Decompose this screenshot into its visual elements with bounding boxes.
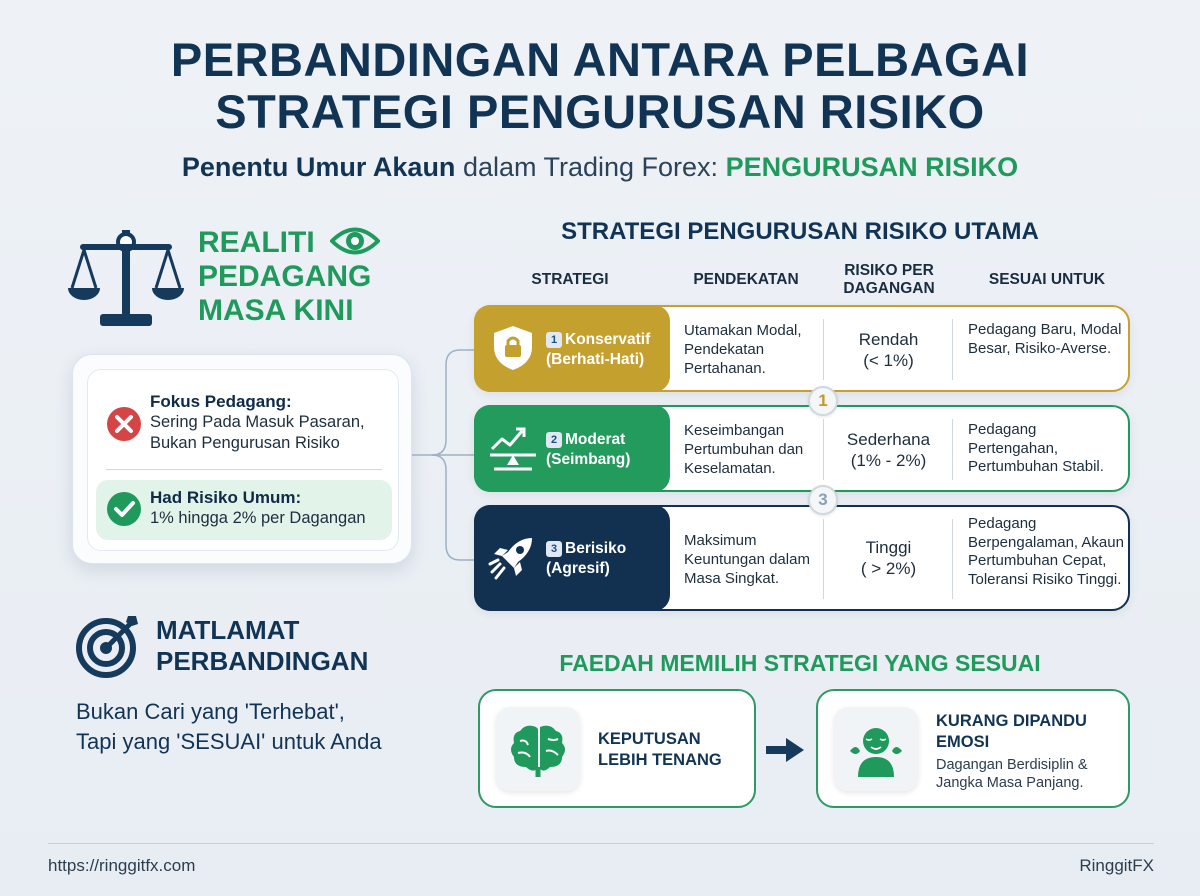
header-strategy: STRATEGI <box>531 271 609 288</box>
title-line-2: STRATEGI PENGURUSAN RISIKO <box>215 85 985 138</box>
header-approach: PENDEKATAN <box>693 271 799 288</box>
main-title <box>0 34 1200 138</box>
strategy-label-conservative <box>474 305 670 392</box>
benefit-1-heading: KEPUTUSAN LEBIH TENANG <box>598 730 722 769</box>
eye-icon <box>330 224 380 258</box>
growth-balance-icon <box>488 423 538 473</box>
footer-divider <box>48 843 1154 844</box>
strategy-subtitle: (Agresif) <box>546 560 610 577</box>
limit-heading: Had Risiko Umum: <box>150 488 302 507</box>
goal-text-line-2: Tapi yang 'SESUAI' untuk Anda <box>76 729 382 754</box>
realiti-line-3: MASA KINI <box>198 294 354 327</box>
x-circle-icon <box>106 406 142 442</box>
scale-balance-icon <box>66 222 186 334</box>
approach-cell: Utamakan Modal, Pendekatan Pertahanan. <box>684 322 802 377</box>
focus-heading: Fokus Pedagang: <box>150 392 292 411</box>
strategy-name-moderate <box>546 430 630 470</box>
calm-person-icon-tile <box>834 707 918 791</box>
strategy-name: Moderat <box>565 431 626 448</box>
goal-line-1: MATLAMAT <box>156 615 300 645</box>
goal-text-line-1: Bukan Cari yang 'Terhebat', <box>76 699 345 724</box>
brain-icon <box>506 717 570 781</box>
approach-cell: Maksimum Keuntungan dalam Masa Singkat. <box>684 532 810 587</box>
strategy-table-title: STRATEGI PENGURUSAN RISIKO UTAMA <box>561 218 1039 245</box>
arrow-right-icon <box>764 736 806 764</box>
suitable-cell: Pedagang Pertengahan, Pertumbuhan Stabil. <box>968 421 1104 475</box>
strategy-name: Konservatif <box>565 331 651 348</box>
target-icon <box>76 612 142 678</box>
trader-focus-card <box>72 354 412 564</box>
focus-divider <box>106 469 382 470</box>
subtitle-bold: Penentu Umur Akaun <box>181 152 456 182</box>
limit-text: 1% hingga 2% per Dagangan <box>150 509 366 527</box>
footer-brand: RinggitFX <box>1079 856 1154 875</box>
footer-url[interactable]: https://ringgitfx.com <box>48 856 196 875</box>
strategy-row-moderate <box>474 405 1130 492</box>
header-suitable-for: SESUAI UNTUK <box>988 271 1106 288</box>
subtitle <box>0 150 1200 184</box>
benefits-title: FAEDAH MEMILIH STRATEGI YANG SESUAI <box>559 650 1041 676</box>
goal-line-2: PERBANDINGAN <box>156 646 369 676</box>
approach-cell: Keseimbangan Pertumbuhan dan Keselamatan. <box>684 422 804 477</box>
benefit-2-heading: KURANG DIPANDU EMOSI <box>936 712 1087 751</box>
benefit-card-calmer-decisions <box>478 689 756 808</box>
step-badge: 1 <box>808 386 838 416</box>
risk-cell <box>826 429 951 471</box>
goal-text <box>76 697 456 757</box>
title-line-1: PERBANDINGAN ANTARA PELBAGAI <box>170 33 1030 86</box>
goal-heading <box>156 615 368 677</box>
header-risk-per-trade: RISIKO PER DAGANGAN <box>843 262 935 297</box>
step-badge: 3 <box>808 485 838 515</box>
shield-lock-icon <box>488 323 538 373</box>
risk-level: Tinggi <box>865 538 912 557</box>
calm-person-icon <box>844 717 908 781</box>
risk-range: (1% - 2%) <box>850 451 927 470</box>
benefit-card-less-emotional <box>816 689 1130 808</box>
focus-text: Sering Pada Masuk Pasaran, Bukan Pengurusan Risiko <box>150 413 365 452</box>
suitable-cell: Pedagang Berpengalaman, Akaun Pertumbuhan Cepat, Toleransi Risiko Tinggi. <box>968 515 1124 588</box>
strategy-name-aggressive <box>546 539 626 579</box>
cell-divider <box>952 319 953 380</box>
suitable-cell: Pedagang Baru, Modal Besar, Risiko-Averse. <box>968 321 1122 357</box>
strategy-name: Berisiko <box>565 540 627 557</box>
strategy-row-conservative <box>474 305 1130 392</box>
realiti-line-2: PEDAGANG <box>198 260 372 293</box>
rocket-icon <box>488 532 538 582</box>
strategy-row-aggressive <box>474 505 1130 611</box>
strategy-subtitle: (Seimbang) <box>546 451 631 468</box>
strategy-name-conservative <box>546 330 650 370</box>
trader-focus-inner <box>87 369 399 551</box>
subtitle-normal: dalam Trading Forex: <box>455 152 726 182</box>
risk-range: (< 1%) <box>863 351 914 370</box>
risk-cell <box>826 537 951 579</box>
strategy-number: 3 <box>546 541 562 557</box>
cell-divider <box>952 419 953 480</box>
strategy-label-moderate <box>474 405 670 492</box>
risk-level: Sederhana <box>846 430 931 449</box>
brain-icon-tile <box>496 707 580 791</box>
strategy-number: 1 <box>546 332 562 348</box>
cell-divider <box>823 419 824 480</box>
strategy-number: 2 <box>546 432 562 448</box>
risk-range: ( > 2%) <box>860 559 917 578</box>
strategy-subtitle: (Berhati-Hati) <box>546 351 645 368</box>
benefit-2-text: Dagangan Berdisiplin & Jangka Masa Panjang. <box>936 757 1088 791</box>
cell-divider <box>823 319 824 380</box>
subtitle-green: PENGURUSAN RISIKO <box>725 152 1019 182</box>
cell-divider <box>823 519 824 599</box>
risk-level: Rendah <box>858 330 919 349</box>
cell-divider <box>952 519 953 599</box>
check-circle-icon <box>106 491 142 527</box>
realiti-line-1: REALITI <box>198 226 315 259</box>
strategy-label-aggressive <box>474 505 670 611</box>
risk-cell <box>826 329 951 371</box>
